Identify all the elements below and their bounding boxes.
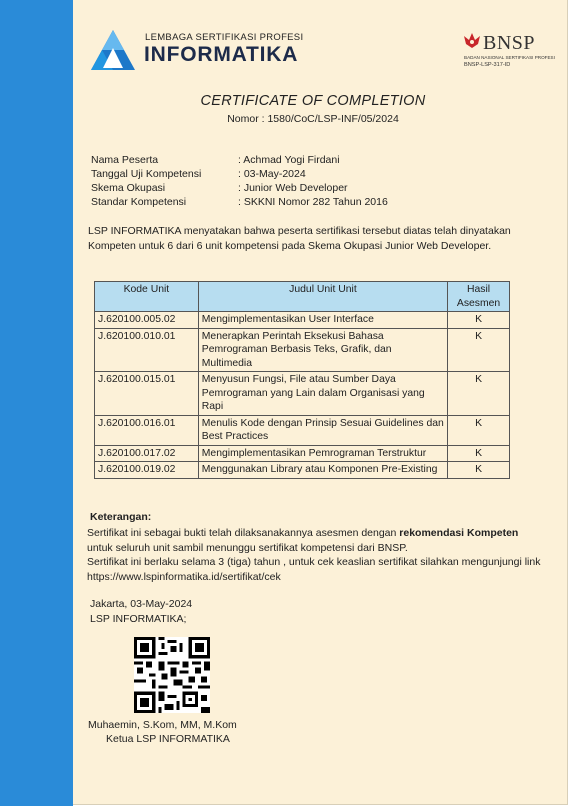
unit-code: J.620100.015.01: [95, 372, 199, 416]
unit-title: Menggunakan Library atau Komponen Pre-Existing: [198, 462, 447, 479]
unit-code: J.620100.019.02: [95, 462, 199, 479]
unit-code: J.620100.010.01: [95, 328, 199, 372]
table-header-row: [95, 282, 510, 312]
unit-code: J.620100.017.02: [95, 445, 199, 462]
notes-text: [87, 526, 542, 584]
lsp-logo: [89, 28, 304, 72]
participant-info: [91, 153, 388, 209]
unit-title: Menerapkan Perintah Eksekusi Bahasa Pemrograman Berbasis Teks, Grafik, dan Multimedia: [198, 328, 447, 372]
info-label: Skema Okupasi: [91, 182, 166, 194]
notes-line1-c: untuk seluruh unit sambil menunggu sertifikat kompetensi dari BNSP.: [87, 541, 408, 554]
notes-line2: Sertifikat ini berlaku selama 3 (tiga) tahun , untuk cek keaslian sertifikat silahkan mengunjungi link https://www.lspinformatika.id/sertifikat/cek: [87, 556, 541, 583]
table-row: [95, 415, 510, 445]
bnsp-logo: [459, 28, 565, 72]
info-row-date: [91, 167, 388, 181]
info-value: : SKKNI Nomor 282 Tahun 2016: [238, 196, 388, 208]
unit-result: K: [448, 312, 510, 329]
signer-name: Muhaemin, S.Kom, MM, M.Kom: [88, 719, 237, 731]
signature-block: [90, 597, 192, 627]
bnsp-code: BNSP-LSP-317-ID: [464, 62, 511, 68]
signer-title: Ketua LSP INFORMATIKA: [106, 733, 230, 745]
info-label: Standar Kompetensi: [91, 196, 187, 208]
table-row: [95, 328, 510, 372]
notes-title: Keterangan:: [90, 511, 152, 523]
unit-title: Menyusun Fungsi, File atau Sumber Daya Pemrograman yang Lain dalam Organisasi yang Rapi: [198, 372, 447, 416]
lsp-triangle-icon: [89, 28, 137, 72]
unit-result: K: [448, 462, 510, 479]
unit-title: Mengimplementasikan Pemrograman Terstruktur: [198, 445, 447, 462]
competence-statement: LSP INFORMATIKA menyatakan bahwa peserta sertifikasi tersebut diatas telah dinyatakan Kompeten untuk 6 dari 6 unit kompetensi pada Skema Okupasi Junior Web Developer.: [88, 225, 511, 252]
header-judul-unit: Judul Unit Unit: [198, 282, 447, 312]
info-value: : Achmad Yogi Firdani: [238, 154, 340, 166]
info-row-scheme: [91, 181, 388, 195]
unit-result: K: [448, 372, 510, 416]
unit-result: K: [448, 445, 510, 462]
table-row: [95, 445, 510, 462]
notes-line1-a: Sertifikat ini sebagai bukti telah dilaksanakannya asesmen dengan: [87, 527, 400, 539]
info-label: Nama Peserta: [91, 154, 159, 166]
header-kode-unit: Kode Unit: [95, 282, 199, 312]
side-stripe: [0, 0, 73, 806]
bnsp-garuda-icon: [461, 30, 483, 52]
unit-code: J.620100.005.02: [95, 312, 199, 329]
info-label: Tanggal Uji Kompetensi: [91, 168, 202, 180]
qr-code-icon: [134, 637, 210, 713]
competency-table: [94, 281, 510, 479]
table-row: [95, 372, 510, 416]
info-value: : 03-May-2024: [238, 168, 306, 180]
table-row: [95, 312, 510, 329]
unit-title: Mengimplementasikan User Interface: [198, 312, 447, 329]
bnsp-name: BNSP: [483, 32, 536, 54]
unit-result: K: [448, 328, 510, 372]
header-hasil-asesmen: Hasil Asesmen: [448, 282, 510, 312]
table-row: [95, 462, 510, 479]
org-subtitle: LEMBAGA SERTIFIKASI PROFESI: [145, 32, 304, 43]
certificate-number: Nomor : 1580/CoC/LSP-INF/05/2024: [227, 113, 399, 125]
info-row-standard: [91, 195, 388, 209]
unit-title: Menulis Kode dengan Prinsip Sesuai Guidelines dan Best Practices: [198, 415, 447, 445]
info-value: : Junior Web Developer: [238, 182, 348, 194]
info-row-name: [91, 153, 388, 167]
org-name: INFORMATIKA: [144, 43, 299, 66]
signature-org: LSP INFORMATIKA;: [90, 613, 187, 625]
place-date: Jakarta, 03-May-2024: [90, 598, 193, 610]
unit-result: K: [448, 415, 510, 445]
certificate-page: [73, 0, 568, 805]
certificate-title: CERTIFICATE OF COMPLETION: [200, 93, 426, 109]
unit-code: J.620100.016.01: [95, 415, 199, 445]
notes-recommendation: rekomendasi Kompeten: [399, 527, 519, 539]
bnsp-subtitle: BADAN NASIONAL SERTIFIKASI PROFESI: [464, 55, 555, 60]
